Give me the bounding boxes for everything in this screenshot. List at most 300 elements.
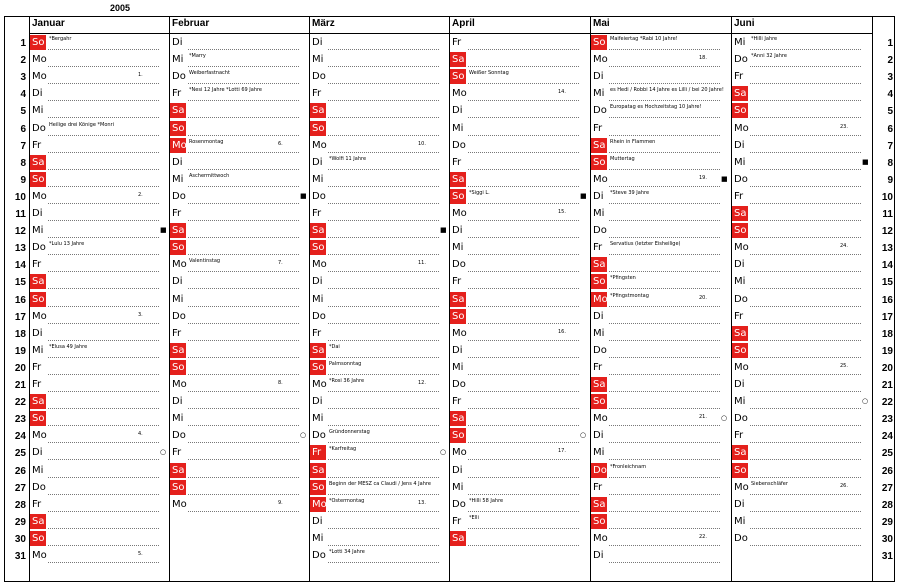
entry-line[interactable] [188,83,299,84]
weekday-cell[interactable]: Sa [734,327,747,339]
entry-line[interactable] [328,494,439,495]
entry-line[interactable] [328,169,439,170]
entry-line[interactable] [609,152,720,153]
entry-line[interactable] [328,135,439,136]
weekday-cell[interactable]: Do [452,139,466,151]
entry-line[interactable] [328,288,439,289]
entry-line[interactable] [328,391,439,392]
entry-line[interactable] [750,340,861,341]
weekday-cell[interactable]: Mi [312,54,324,66]
weekday-cell[interactable]: Mo [593,54,608,66]
entry-line[interactable] [188,494,299,495]
weekday-cell[interactable]: Di [32,208,43,219]
weekday-cell[interactable]: So [593,396,606,408]
weekday-cell[interactable]: Di [32,447,43,459]
weekday-cell[interactable]: Fr [593,122,603,134]
entry-line[interactable] [468,100,579,101]
entry-line[interactable] [328,562,439,563]
weekday-cell[interactable]: Di [593,310,604,322]
weekday-cell[interactable]: Sa [593,379,606,390]
weekday-cell[interactable]: Mo [32,190,47,202]
weekday-cell[interactable]: Do [734,293,748,305]
weekday-cell[interactable]: So [593,156,606,168]
weekday-cell[interactable]: Di [452,105,463,117]
entry-line[interactable] [48,408,159,409]
entry-line[interactable] [328,511,439,512]
entry-line[interactable] [468,83,579,84]
entry-line[interactable] [468,169,579,170]
weekday-cell[interactable]: Mo [593,532,608,544]
weekday-cell[interactable]: Fr [452,37,462,48]
entry-line[interactable] [48,152,159,153]
entry-line[interactable] [48,340,159,341]
entry-line[interactable] [328,220,439,221]
weekday-cell[interactable]: Do [734,532,748,544]
entry-line[interactable] [609,357,720,358]
weekday-cell[interactable]: Sa [452,54,465,66]
entry-line[interactable] [188,237,299,238]
entry-line[interactable] [328,203,439,204]
entry-line[interactable] [609,477,720,478]
weekday-cell[interactable]: So [452,310,465,322]
entry-line[interactable] [468,152,579,153]
weekday-cell[interactable]: Mo [734,122,749,134]
weekday-cell[interactable]: Mo [734,481,749,493]
weekday-cell[interactable]: Di [172,37,183,48]
entry-line[interactable] [328,408,439,409]
weekday-cell[interactable]: So [312,481,325,493]
entry-line[interactable] [188,135,299,136]
weekday-cell[interactable]: Sa [32,515,45,527]
entry-line[interactable] [468,288,579,289]
weekday-cell[interactable]: So [734,344,747,356]
entry-line[interactable] [468,220,579,221]
entry-line[interactable] [188,186,299,187]
entry-line[interactable] [609,425,720,426]
weekday-cell[interactable]: Mo [312,498,327,510]
entry-line[interactable] [328,306,439,307]
entry-line[interactable] [188,340,299,341]
entry-line[interactable] [609,545,720,546]
entry-line[interactable] [468,477,579,478]
weekday-cell[interactable]: Fr [734,71,744,83]
entry-line[interactable] [468,237,579,238]
weekday-cell[interactable]: Sa [172,464,185,476]
weekday-cell[interactable]: Do [172,71,186,83]
entry-line[interactable] [188,254,299,255]
weekday-cell[interactable]: Mo [312,259,327,271]
weekday-cell[interactable]: Fr [312,208,322,219]
weekday-cell[interactable]: Mi [312,532,324,544]
weekday-cell[interactable]: So [32,173,45,185]
entry-line[interactable] [750,425,861,426]
entry-line[interactable] [609,562,720,563]
entry-line[interactable] [188,169,299,170]
weekday-cell[interactable]: Mi [593,447,605,459]
weekday-cell[interactable]: Di [172,396,183,408]
weekday-cell[interactable]: Di [734,259,745,271]
entry-line[interactable] [609,391,720,392]
entry-line[interactable] [468,203,579,204]
weekday-cell[interactable]: Mi [32,464,44,476]
weekday-cell[interactable]: Fr [312,327,322,339]
weekday-cell[interactable]: Do [593,225,607,237]
weekday-cell[interactable]: So [312,361,325,373]
weekday-cell[interactable]: Di [312,276,323,288]
weekday-cell[interactable]: Do [452,498,466,510]
weekday-cell[interactable]: Mi [734,515,746,527]
entry-line[interactable] [188,357,299,358]
entry-line[interactable] [609,83,720,84]
weekday-cell[interactable]: Mi [32,225,44,237]
entry-line[interactable] [48,237,159,238]
weekday-cell[interactable]: Sa [593,139,606,151]
weekday-cell[interactable]: Mi [172,54,184,66]
entry-line[interactable] [468,357,579,358]
weekday-cell[interactable]: Fr [172,447,182,459]
entry-line[interactable] [468,511,579,512]
entry-line[interactable] [188,49,299,50]
weekday-cell[interactable]: Fr [32,259,42,271]
entry-line[interactable] [328,117,439,118]
entry-line[interactable] [188,391,299,392]
entry-line[interactable] [609,288,720,289]
weekday-cell[interactable]: Sa [452,293,465,305]
entry-line[interactable] [750,545,861,546]
entry-line[interactable] [48,545,159,546]
entry-line[interactable] [468,408,579,409]
entry-line[interactable] [468,117,579,118]
weekday-cell[interactable]: Mi [32,344,44,356]
entry-line[interactable] [328,152,439,153]
entry-line[interactable] [328,49,439,50]
weekday-cell[interactable]: Mo [312,379,327,390]
weekday-cell[interactable]: So [32,293,45,305]
entry-line[interactable] [750,186,861,187]
entry-line[interactable] [328,528,439,529]
entry-line[interactable] [750,49,861,50]
weekday-cell[interactable]: Mo [32,71,47,83]
weekday-cell[interactable]: Do [452,259,466,271]
entry-line[interactable] [48,494,159,495]
weekday-cell[interactable]: Do [172,310,186,322]
entry-line[interactable] [750,494,861,495]
entry-line[interactable] [188,459,299,460]
weekday-cell[interactable]: Sa [312,344,325,356]
weekday-cell[interactable]: Do [452,379,466,390]
entry-line[interactable] [188,152,299,153]
weekday-cell[interactable]: Di [452,344,463,356]
weekday-cell[interactable]: Mo [452,447,467,459]
weekday-cell[interactable]: So [32,532,45,544]
entry-line[interactable] [328,271,439,272]
weekday-cell[interactable]: Sa [734,208,747,219]
weekday-cell[interactable]: So [312,122,325,134]
entry-line[interactable] [468,271,579,272]
weekday-cell[interactable]: Mo [172,259,187,271]
weekday-cell[interactable]: Do [593,105,607,117]
weekday-cell[interactable]: So [593,276,606,288]
entry-line[interactable] [188,442,299,443]
entry-line[interactable] [48,528,159,529]
entry-line[interactable] [609,66,720,67]
weekday-cell[interactable]: Mi [312,293,324,305]
weekday-cell[interactable]: So [734,464,747,476]
weekday-cell[interactable]: Fr [172,208,182,219]
weekday-cell[interactable]: Do [32,242,46,254]
weekday-cell[interactable]: Di [32,327,43,339]
entry-line[interactable] [609,220,720,221]
weekday-cell[interactable]: Di [172,276,183,288]
entry-line[interactable] [328,340,439,341]
weekday-cell[interactable]: Sa [452,413,465,425]
entry-line[interactable] [328,442,439,443]
weekday-cell[interactable]: Mo [593,173,608,185]
entry-line[interactable] [188,100,299,101]
entry-line[interactable] [188,323,299,324]
weekday-cell[interactable]: Do [312,550,326,561]
entry-line[interactable] [468,391,579,392]
entry-line[interactable] [468,66,579,67]
entry-line[interactable] [609,117,720,118]
weekday-cell[interactable]: Di [734,379,745,390]
weekday-cell[interactable]: Mo [452,327,467,339]
entry-line[interactable] [609,374,720,375]
weekday-cell[interactable]: So [452,71,465,83]
entry-line[interactable] [609,340,720,341]
weekday-cell[interactable]: Do [593,344,607,356]
weekday-cell[interactable]: So [452,430,465,442]
weekday-cell[interactable]: Do [32,481,46,493]
entry-line[interactable] [750,528,861,529]
weekday-cell[interactable]: Do [734,54,748,66]
entry-line[interactable] [609,186,720,187]
entry-line[interactable] [48,391,159,392]
entry-line[interactable] [468,545,579,546]
weekday-cell[interactable]: Di [452,464,463,476]
entry-line[interactable] [188,271,299,272]
entry-line[interactable] [48,49,159,50]
weekday-cell[interactable]: Sa [32,396,45,408]
entry-line[interactable] [188,306,299,307]
weekday-cell[interactable]: Fr [734,430,744,442]
entry-line[interactable] [188,477,299,478]
weekday-cell[interactable]: Fr [734,190,744,202]
weekday-cell[interactable]: Di [734,498,745,510]
entry-line[interactable] [750,477,861,478]
entry-line[interactable] [609,494,720,495]
weekday-cell[interactable]: Fr [452,396,462,408]
weekday-cell[interactable]: Mo [734,361,749,373]
weekday-cell[interactable]: So [452,190,465,202]
entry-line[interactable] [750,237,861,238]
entry-line[interactable] [609,323,720,324]
weekday-cell[interactable]: Do [312,190,326,202]
entry-line[interactable] [48,306,159,307]
entry-line[interactable] [48,357,159,358]
entry-line[interactable] [328,237,439,238]
entry-line[interactable] [750,135,861,136]
entry-line[interactable] [468,323,579,324]
weekday-cell[interactable]: Di [312,515,323,527]
weekday-cell[interactable]: Sa [312,464,325,476]
weekday-cell[interactable]: So [172,361,185,373]
weekday-cell[interactable]: Fr [172,88,182,100]
weekday-cell[interactable]: Sa [734,447,747,459]
weekday-cell[interactable]: Sa [172,225,185,237]
weekday-cell[interactable]: Do [312,71,326,83]
entry-line[interactable] [468,186,579,187]
weekday-cell[interactable]: Mo [452,208,467,219]
weekday-cell[interactable]: So [172,242,185,254]
weekday-cell[interactable]: Di [593,71,604,83]
entry-line[interactable] [750,100,861,101]
weekday-cell[interactable]: Do [734,413,748,425]
weekday-cell[interactable]: Fr [593,242,603,254]
entry-line[interactable] [750,254,861,255]
entry-line[interactable] [328,425,439,426]
weekday-cell[interactable]: Mi [452,481,464,493]
entry-line[interactable] [48,203,159,204]
entry-line[interactable] [609,237,720,238]
entry-line[interactable] [468,494,579,495]
weekday-cell[interactable]: Do [312,430,326,442]
weekday-cell[interactable]: Di [734,139,745,151]
entry-line[interactable] [328,545,439,546]
entry-line[interactable] [328,477,439,478]
weekday-cell[interactable]: Sa [593,259,606,271]
weekday-cell[interactable]: Fr [593,481,603,493]
weekday-cell[interactable]: Mi [312,413,324,425]
entry-line[interactable] [750,117,861,118]
weekday-cell[interactable]: So [593,515,606,527]
entry-line[interactable] [48,83,159,84]
weekday-cell[interactable]: Mi [172,173,184,185]
weekday-cell[interactable]: Sa [32,276,45,288]
weekday-cell[interactable]: Mo [32,550,47,561]
entry-line[interactable] [188,425,299,426]
entry-line[interactable] [48,562,159,563]
entry-line[interactable] [750,459,861,460]
entry-line[interactable] [48,135,159,136]
entry-line[interactable] [609,408,720,409]
entry-line[interactable] [48,477,159,478]
weekday-cell[interactable]: Di [312,37,323,48]
entry-line[interactable] [328,357,439,358]
weekday-cell[interactable]: Sa [593,498,606,510]
entry-line[interactable] [328,323,439,324]
weekday-cell[interactable]: Mo [593,293,608,305]
entry-line[interactable] [48,100,159,101]
weekday-cell[interactable]: Mo [452,88,467,100]
entry-line[interactable] [188,288,299,289]
weekday-cell[interactable]: Di [593,430,604,442]
weekday-cell[interactable]: Mo [172,139,187,151]
entry-line[interactable] [609,203,720,204]
entry-line[interactable] [328,254,439,255]
entry-line[interactable] [468,528,579,529]
entry-line[interactable] [188,66,299,67]
entry-line[interactable] [48,169,159,170]
weekday-cell[interactable]: Mi [172,293,184,305]
entry-line[interactable] [48,288,159,289]
entry-line[interactable] [188,220,299,221]
weekday-cell[interactable]: Mi [172,413,184,425]
entry-line[interactable] [468,135,579,136]
entry-line[interactable] [609,135,720,136]
weekday-cell[interactable]: Mo [32,310,47,322]
weekday-cell[interactable]: Fr [593,361,603,373]
entry-line[interactable] [468,254,579,255]
weekday-cell[interactable]: Sa [172,344,185,356]
entry-line[interactable] [609,169,720,170]
entry-line[interactable] [609,254,720,255]
entry-line[interactable] [750,271,861,272]
weekday-cell[interactable]: Mo [734,242,749,254]
entry-line[interactable] [750,442,861,443]
weekday-cell[interactable]: Fr [310,445,326,460]
entry-line[interactable] [750,66,861,67]
weekday-cell[interactable]: Mi [593,88,605,100]
weekday-cell[interactable]: Sa [312,225,325,237]
weekday-cell[interactable]: Di [312,396,323,408]
weekday-cell[interactable]: Fr [32,379,42,390]
weekday-cell[interactable]: Mo [312,139,327,151]
entry-line[interactable] [609,271,720,272]
entry-line[interactable] [48,425,159,426]
entry-line[interactable] [328,186,439,187]
entry-line[interactable] [48,117,159,118]
entry-line[interactable] [468,306,579,307]
weekday-cell[interactable]: Mi [32,105,44,117]
entry-line[interactable] [750,511,861,512]
weekday-cell[interactable]: So [32,413,45,425]
weekday-cell[interactable]: Do [172,430,186,442]
entry-line[interactable] [609,306,720,307]
entry-line[interactable] [48,511,159,512]
weekday-cell[interactable]: Sa [452,173,465,185]
entry-line[interactable] [188,408,299,409]
weekday-cell[interactable]: Fr [452,156,462,168]
entry-line[interactable] [328,66,439,67]
entry-line[interactable] [468,49,579,50]
weekday-cell[interactable]: Di [593,190,604,202]
entry-line[interactable] [750,83,861,84]
weekday-cell[interactable]: Sa [734,88,747,100]
weekday-cell[interactable]: Fr [32,139,42,151]
entry-line[interactable] [750,357,861,358]
entry-line[interactable] [188,117,299,118]
entry-line[interactable] [188,203,299,204]
weekday-cell[interactable]: Di [452,225,463,237]
entry-line[interactable] [328,100,439,101]
entry-line[interactable] [750,374,861,375]
entry-line[interactable] [750,391,861,392]
weekday-cell[interactable]: Fr [172,327,182,339]
weekday-cell[interactable]: So [172,481,185,493]
entry-line[interactable] [609,100,720,101]
weekday-cell[interactable]: Mi [593,327,605,339]
entry-line[interactable] [609,459,720,460]
weekday-cell[interactable]: Sa [312,105,325,117]
weekday-cell[interactable]: Mi [593,208,605,219]
entry-line[interactable] [609,49,720,50]
weekday-cell[interactable]: Mo [593,413,608,425]
weekday-cell[interactable]: Mo [32,430,47,442]
entry-line[interactable] [750,306,861,307]
weekday-cell[interactable]: Mi [452,242,464,254]
entry-line[interactable] [48,442,159,443]
